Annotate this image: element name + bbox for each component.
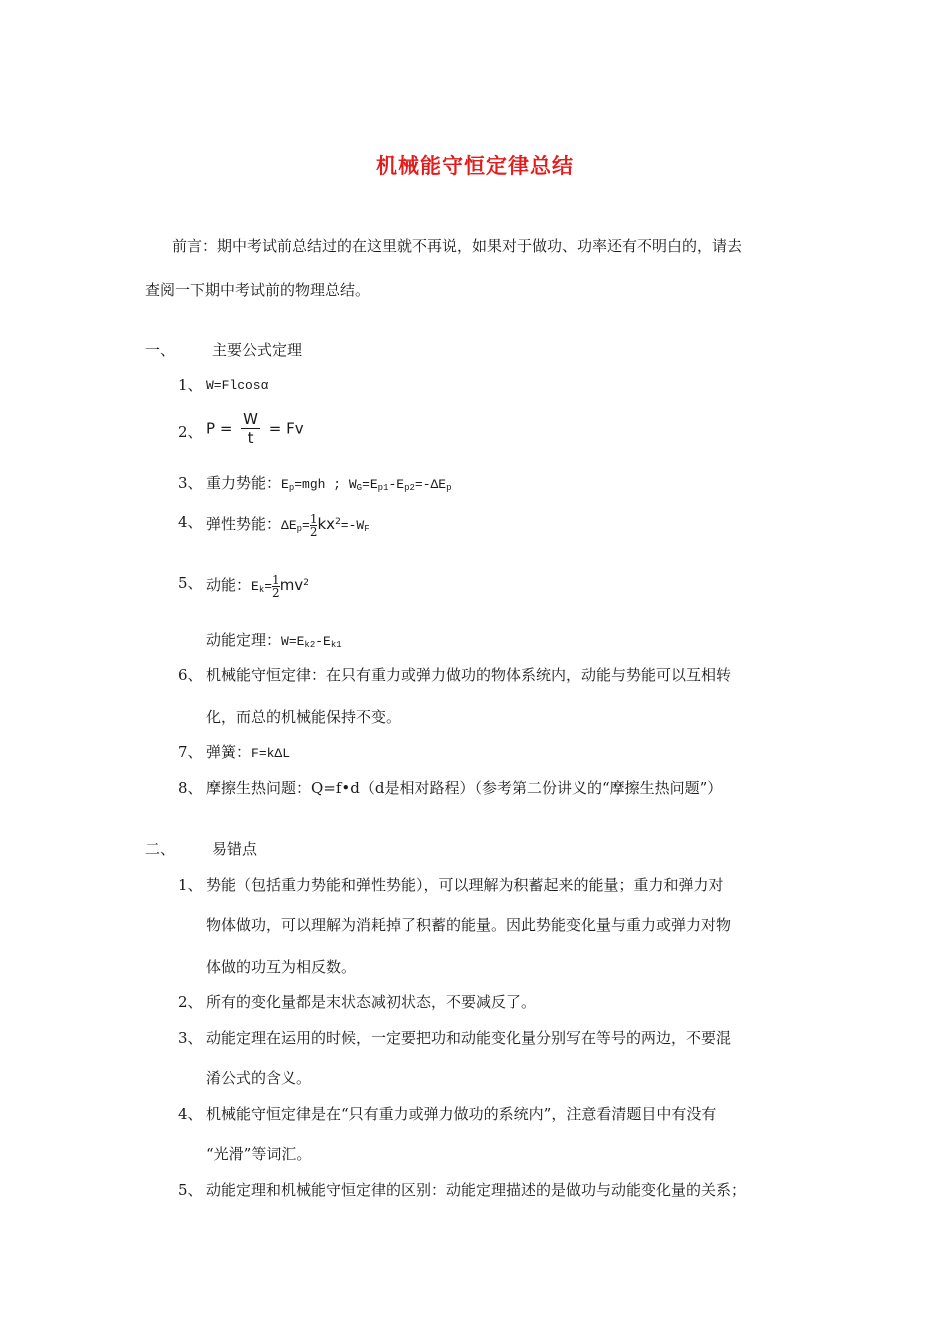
fraction-denominator: t bbox=[247, 429, 254, 447]
formula-segment: $E_p=mgh$ ; $W_G=E_{p1}-E_{p2}=-\Delta E_p$ bbox=[281, 477, 452, 493]
item-number: 4、 bbox=[178, 1105, 203, 1123]
item-label: 动能定理： bbox=[206, 631, 282, 649]
formula-segment: $E_k=$ bbox=[251, 579, 273, 595]
formula-segment: $W=E_{k2}-E_{k1}$ bbox=[281, 634, 342, 650]
power-fraction bbox=[241, 410, 260, 447]
mistake-1-line-1: 势能（包括重力势能和弹性势能），可以理解为积蓄起来的能量；重力和弹力对 bbox=[206, 876, 724, 894]
power-p: P = bbox=[206, 419, 233, 438]
section-1-heading: 主要公式定理 bbox=[212, 341, 303, 359]
item-number: 3、 bbox=[178, 474, 203, 492]
item-label: 重力势能： bbox=[206, 474, 282, 492]
conservation-law-line-1: 机械能守恒定律：在只有重力或弹力做功的物体系统内，动能与势能可以互相转 bbox=[206, 666, 732, 684]
formula-power bbox=[206, 410, 304, 447]
mistake-2-line-1: 所有的变化量都是末状态减初状态，不要减反了。 bbox=[206, 993, 537, 1011]
one-half-fraction: $\frac{1}{2}$ bbox=[309, 511, 318, 539]
mistake-1-line-3: 体做的功互为相反数。 bbox=[206, 958, 357, 976]
mistake-3-line-1: 动能定理在运用的时候，一定要把功和动能变化量分别写在等号的两边，不要混 bbox=[206, 1029, 732, 1047]
preface-line-2: 查阅一下期中考试前的物理总结。 bbox=[145, 281, 371, 299]
item-number: 8、 bbox=[178, 779, 203, 797]
item-number: 3、 bbox=[178, 1029, 203, 1047]
item-number: 5、 bbox=[178, 574, 203, 592]
formula-segment: F=kΔL bbox=[251, 746, 291, 761]
spring-formula bbox=[206, 742, 290, 764]
mistake-4-line-2: “光滑”等词汇。 bbox=[206, 1145, 312, 1163]
section-2-heading: 易错点 bbox=[212, 840, 258, 858]
conservation-law-line-2: 化，而总的机械能保持不变。 bbox=[206, 708, 402, 726]
kinetic-energy-theorem bbox=[206, 630, 342, 655]
one-half-fraction: $\frac{1}{2}$ bbox=[272, 572, 280, 600]
item-label: 动能： bbox=[206, 576, 252, 594]
gravitational-pe-formula bbox=[206, 473, 452, 498]
friction-heat-text: 摩擦生热问题：Q=f•d（d是相对路程）（参考第二份讲义的“摩擦生热问题”） bbox=[206, 779, 723, 797]
power-rest: = Fv bbox=[268, 419, 304, 438]
item-number: 5、 bbox=[178, 1181, 203, 1199]
fraction-numerator: W bbox=[243, 410, 259, 428]
item-number: 4、 bbox=[178, 513, 203, 531]
section-1-number: 一、 bbox=[145, 341, 176, 359]
mv-term: $mv^2$ bbox=[279, 576, 309, 594]
item-number: 2、 bbox=[178, 423, 203, 441]
preface-line-1: 前言：期中考试前总结过的在这里就不再说，如果对于做功、功率还有不明白的，请去 bbox=[172, 237, 743, 255]
elastic-pe-formula bbox=[206, 512, 370, 539]
item-number: 7、 bbox=[178, 743, 203, 761]
kx-term: $kx^2$ bbox=[317, 515, 341, 533]
mistake-4-line-1: 机械能守恒定律是在“只有重力或弹力做功的系统内”，注意看清题目中有没有 bbox=[206, 1105, 717, 1123]
item-number: 2、 bbox=[178, 993, 203, 1011]
formula-segment: $\Delta E_p=$ bbox=[281, 518, 310, 534]
section-2-number: 二、 bbox=[145, 840, 176, 858]
page-title: 机械能守恒定律总结 bbox=[376, 154, 574, 178]
formula-segment: $=-W_F$ bbox=[340, 518, 370, 534]
mistake-5-line-1: 动能定理和机械能守恒定律的区别：动能定理描述的是做功与动能变化量的关系； bbox=[206, 1181, 747, 1199]
kinetic-energy-formula bbox=[206, 573, 309, 600]
formula-work: W=Flcosα bbox=[206, 378, 269, 393]
item-number: 6、 bbox=[178, 666, 203, 684]
item-number: 1、 bbox=[178, 876, 203, 894]
item-label: 弹性势能： bbox=[206, 515, 282, 533]
mistake-3-line-2: 淆公式的含义。 bbox=[206, 1069, 312, 1087]
mistake-1-line-2: 物体做功，可以理解为消耗掉了积蓄的能量。因此势能变化量与重力或弹力对物 bbox=[206, 916, 732, 934]
item-number: 1、 bbox=[178, 376, 203, 394]
item-label: 弹簧： bbox=[206, 743, 252, 761]
